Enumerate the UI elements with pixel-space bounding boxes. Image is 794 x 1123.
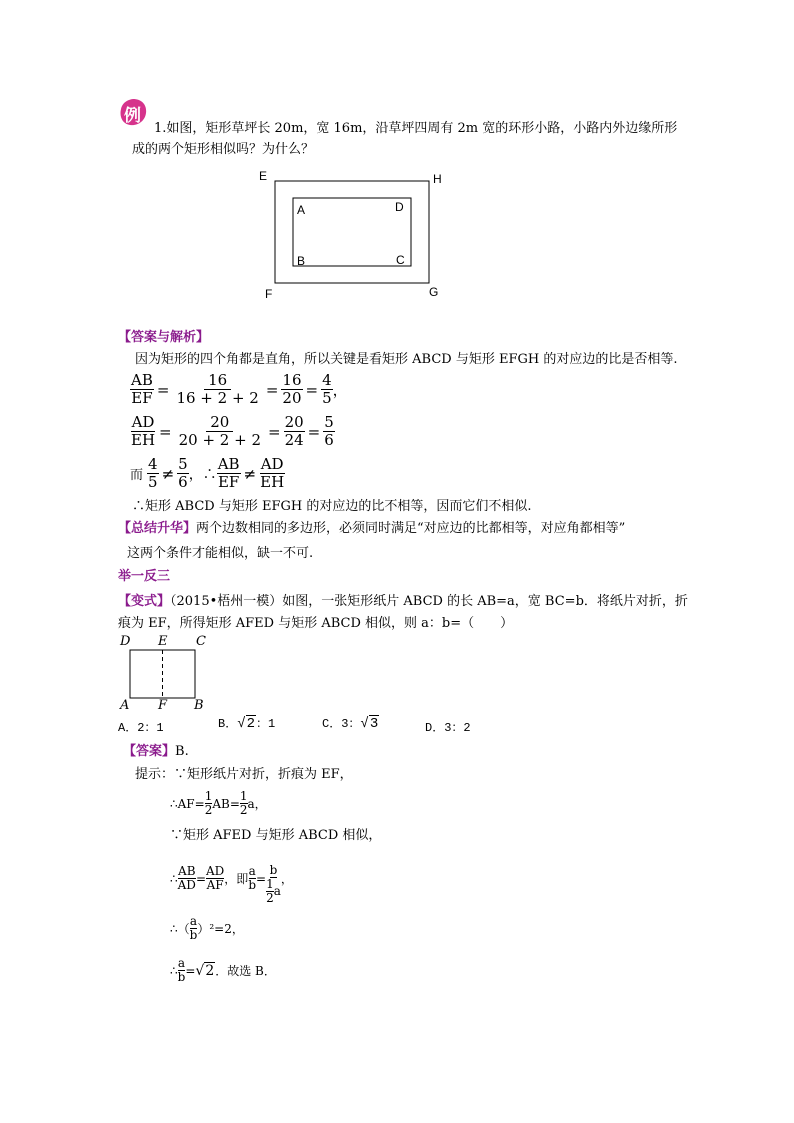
summary-line-2: 这两个条件才能相似，缺一不可.: [127, 546, 314, 561]
variant-line-1: [118, 594, 688, 610]
step-result: ∴ $\frac{a}{b}$ = √2 ．故选 B．: [170, 956, 276, 984]
step-similar: ∵矩形 AFED 与矩形 ABCD 相似，: [170, 828, 382, 843]
variant-line-2: 痕为 EF，所得矩形 AFED 与矩形 ABCD 相似，则 a：b=（ ）: [118, 616, 514, 631]
equation-ab-ef: $\frac{AB}{EF}$ = $\frac{16}{16 + 2 + 2}$ = $\frac{16}{20}$ = $\frac{4}{5}$ ，: [131, 371, 348, 407]
label-A2: A: [120, 698, 130, 713]
figure-nested-rectangles-svg: [255, 168, 455, 303]
answer-value: B.: [175, 744, 189, 759]
summary-line-1: [118, 521, 625, 537]
label-A: A: [297, 203, 306, 217]
option-c: C．3：√3: [322, 716, 379, 732]
label-C2: C: [196, 634, 206, 649]
problem-line-1: 1.如图，矩形草坪长 20m，宽 16m，沿草坪四周有 2m 宽的环形小路，小路内外边缘所形: [154, 121, 678, 136]
variant-header: 【变式】: [118, 594, 171, 609]
label-D: D: [395, 200, 404, 214]
example-badge: [118, 97, 148, 127]
step-squared: ∴（ a b ）²=2，: [170, 914, 244, 942]
problem-line-2: 成的两个矩形相似吗？为什么？: [132, 142, 315, 157]
equation-not-equal: 而 $\frac{4}{5}$ ≠ $\frac{5}{6}$ ，∴ $\frac{AB}{EF}$ ≠ $\frac{AD}{EH}$: [130, 455, 285, 491]
label-F: F: [265, 287, 273, 301]
step-af: ∴AF= $\frac{1}{2}$ AB= $\frac{1}{2}$ a，: [170, 789, 267, 817]
step-ratio: ∴ $\frac{AB}{AD}$ = $\frac{AD}{AF}$ ，即 $\frac{a}{b}$ = b 1 2 a ，: [170, 863, 293, 905]
figure-folded-rectangle: [118, 634, 218, 714]
summary-text: 两个边数相同的多边形，必须同时满足“对应边的比都相等，对应角都相等”: [196, 521, 626, 536]
example-badge-label: 例: [124, 106, 141, 125]
label-C: C: [396, 253, 405, 267]
option-b: B．√2：1: [218, 716, 276, 732]
inner-rect-abcd: [293, 198, 411, 266]
answer-analysis-header: 【答案与解析】: [118, 330, 210, 345]
hint-line: 提示：∵矩形纸片对折，折痕为 EF，: [135, 767, 353, 782]
answer-header: 【答案】: [123, 744, 176, 759]
option-d: D．3：2: [425, 721, 471, 735]
label-F2: F: [158, 698, 168, 713]
practice-title: 举一反三: [118, 569, 171, 584]
label-H: H: [433, 172, 442, 186]
label-E: E: [259, 169, 268, 183]
conclusion-line: ∴矩形 ABCD 与矩形 EFGH 的对应边的比不相等，因而它们不相似.: [132, 499, 532, 514]
label-B: B: [297, 254, 306, 268]
label-G: G: [429, 285, 439, 299]
variant-text: （2015•梧州一模）如图，一张矩形纸片 ABCD 的长 AB=a，宽 BC=b．将纸片对折，折: [170, 594, 688, 609]
option-a: A．2：1: [118, 721, 164, 735]
summary-header: 【总结升华】: [118, 521, 197, 536]
analysis-line: 因为矩形的四个角都是直角，所以关键是看矩形 ABCD 与矩形 EFGH 的对应边的比是否相等.: [135, 352, 678, 367]
figure-nested-rectangles: [255, 168, 455, 303]
equation-ad-eh: $\frac{AD}{EH}$ = $\frac{20}{20 + 2 + 2}$ = $\frac{20}{24}$ = $\frac{5}{6}$: [131, 413, 334, 449]
label-E2: E: [158, 634, 168, 649]
label-B2: B: [194, 698, 204, 713]
answer-line: [123, 744, 189, 760]
label-D2: D: [120, 634, 131, 649]
